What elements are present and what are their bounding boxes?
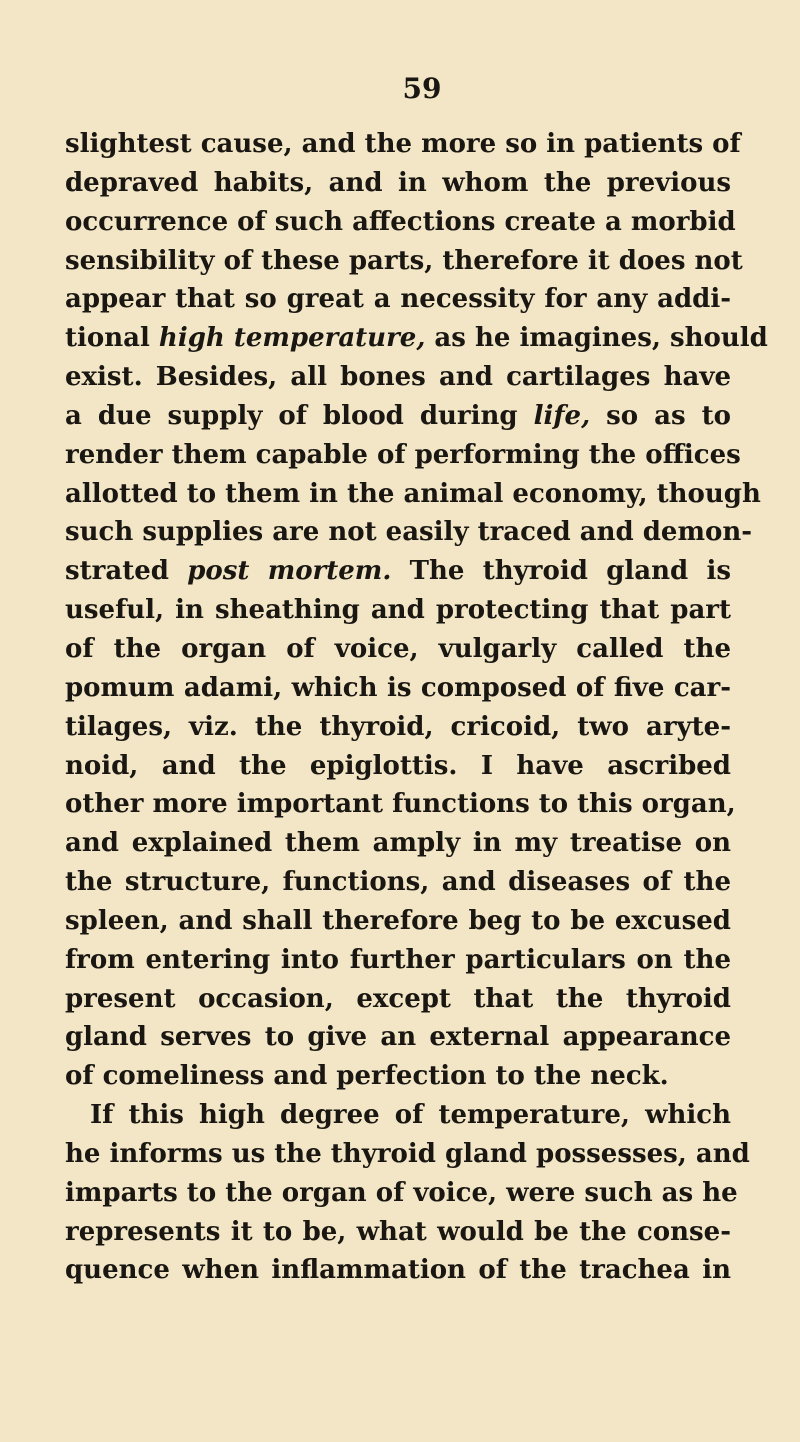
text-line <box>65 552 731 591</box>
text-segment: gland serves to give an external appearance <box>65 1022 731 1053</box>
italic-text: high temperature, <box>158 323 426 354</box>
text-segment: exist. Besides, all bones and cartilages have <box>65 362 731 393</box>
text-segment: imparts to the organ of voice, were such as he <box>65 1177 738 1208</box>
text-segment: and explained them amply in my treatise on <box>65 828 731 859</box>
text-line <box>65 164 731 203</box>
page-number: 59 <box>402 72 442 105</box>
text-segment: such supplies are not easily traced and demon- <box>65 517 753 548</box>
body-text <box>65 125 768 1290</box>
text-line <box>65 203 736 242</box>
text-segment: sensibility of these parts, therefore it does not <box>65 245 743 276</box>
text-segment: of comeliness and perfection to the neck. <box>65 1061 669 1092</box>
text-line <box>65 747 731 786</box>
text-segment: of the organ of voice, vulgarly called the <box>65 633 731 664</box>
text-segment: other more important functions to this organ, <box>65 789 736 820</box>
text-line <box>65 1213 731 1252</box>
text-segment: appear that so great a necessity for any addi- <box>65 284 731 315</box>
text-line <box>65 397 731 436</box>
text-line <box>65 1096 731 1135</box>
text-segment: as he imagines, should <box>425 323 768 354</box>
text-line <box>65 475 761 514</box>
text-line <box>65 436 741 475</box>
text-line <box>65 941 731 980</box>
text-line <box>65 591 731 630</box>
text-segment: If this high degree of temperature, which <box>90 1100 731 1131</box>
text-line <box>65 708 731 747</box>
text-line <box>65 513 753 552</box>
text-segment: occurrence of such affections create a morbid <box>65 206 736 237</box>
text-segment: noid, and the epiglottis. I have ascribed <box>65 750 731 781</box>
text-line <box>65 902 731 941</box>
text-line <box>65 785 736 824</box>
text-segment: pomum adami, which is composed of five car- <box>65 672 731 703</box>
text-line <box>65 863 731 902</box>
text-segment: represents it to be, what would be the conse- <box>65 1216 731 1247</box>
text-line <box>65 630 731 669</box>
italic-text: post mortem. <box>187 556 392 587</box>
text-segment: slightest cause, and the more so in patients of <box>65 129 741 159</box>
text-segment: spleen, and shall therefore beg to be excused <box>65 905 731 936</box>
text-line <box>65 242 743 281</box>
italic-text: life, <box>533 400 591 431</box>
text-segment: the structure, functions, and diseases of the <box>65 867 731 898</box>
text-segment: strated <box>65 556 188 587</box>
text-segment: from entering into further particulars on the <box>65 944 731 975</box>
text-line <box>65 669 731 708</box>
text-line <box>65 824 731 863</box>
text-line <box>65 1018 731 1057</box>
text-line <box>65 980 731 1019</box>
text-line <box>65 280 731 319</box>
text-segment: a due supply of blood during <box>65 400 534 431</box>
text-segment: The thyroid gland is <box>391 556 731 587</box>
text-segment: depraved habits, and in whom the previous <box>65 167 731 198</box>
text-segment: quence when inflammation of the trachea in <box>65 1255 731 1286</box>
text-segment: tional <box>65 323 159 354</box>
text-line <box>65 1057 731 1096</box>
text-segment: so as to <box>590 400 731 431</box>
text-segment: tilages, viz. the thyroid, cricoid, two aryte- <box>65 711 731 742</box>
text-segment: render them capable of performing the offices <box>65 439 741 470</box>
text-segment: present occasion, except that the thyroid <box>65 983 731 1014</box>
text-line <box>65 358 731 397</box>
text-segment: allotted to them in the animal economy, though <box>65 478 761 509</box>
text-line <box>65 1174 738 1213</box>
text-segment: he informs us the thyroid gland possesses, and <box>65 1138 750 1169</box>
text-line <box>65 1251 731 1290</box>
text-line <box>65 125 741 164</box>
text-line <box>65 319 768 358</box>
text-line <box>65 1135 750 1174</box>
text-segment: useful, in sheathing and protecting that part <box>65 595 731 626</box>
